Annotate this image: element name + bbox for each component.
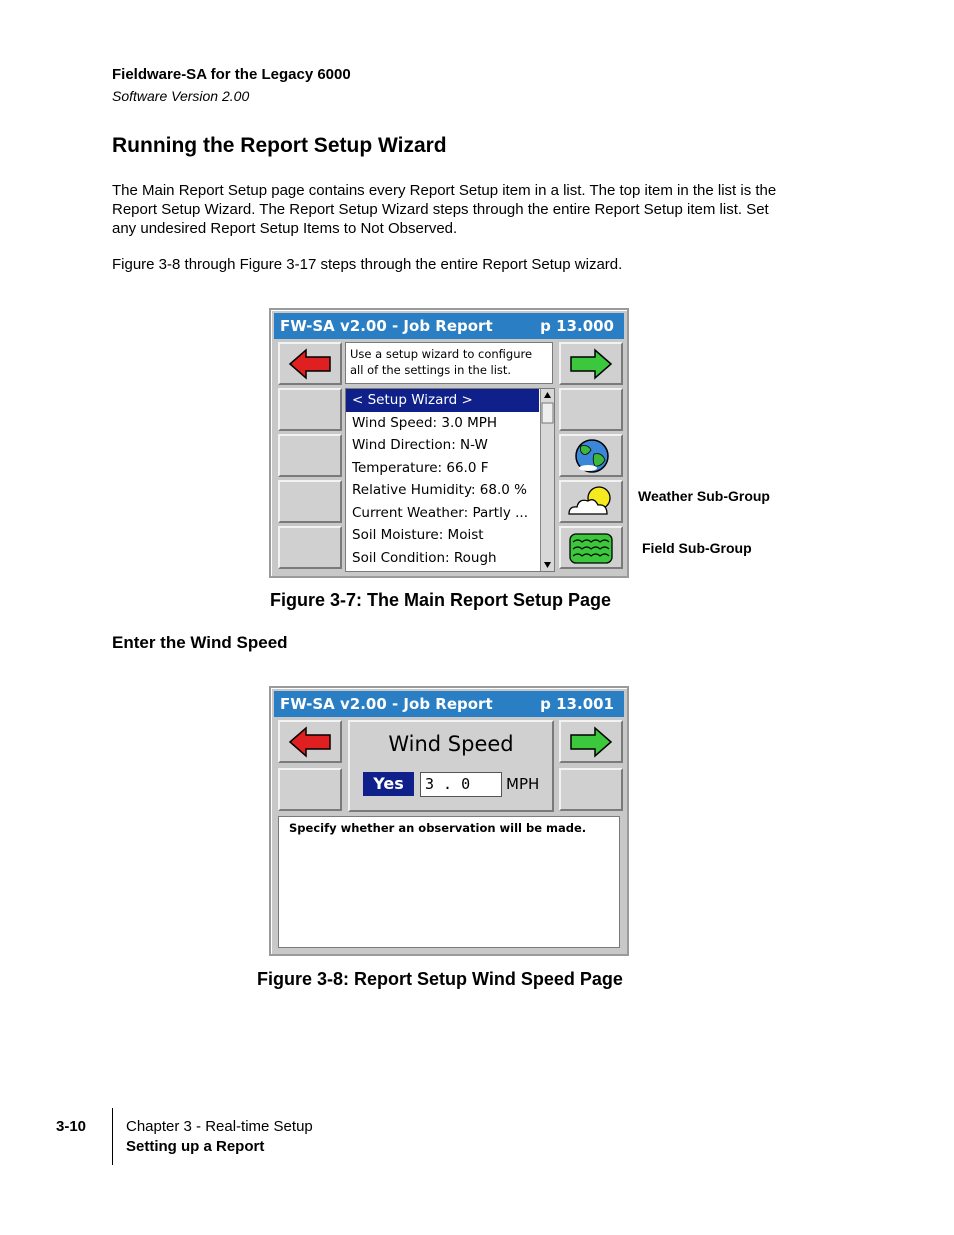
list-item[interactable]: Current Weather: Partly ... [352, 504, 528, 521]
right-arrow-icon [561, 344, 621, 383]
left-arrow-icon [280, 722, 340, 761]
list-item[interactable]: Temperature: 66.0 F [352, 459, 489, 476]
title-bar-page: p 13.000 [540, 317, 614, 335]
back-button[interactable] [278, 720, 342, 763]
page-number: 3-10 [56, 1118, 87, 1135]
next-button[interactable] [559, 342, 623, 385]
side-button-left-3[interactable] [278, 480, 342, 523]
wind-speed-panel [348, 720, 554, 812]
sun-cloud-icon [561, 482, 621, 521]
title-bar-page: p 13.001 [540, 695, 614, 713]
left-arrow-icon [280, 344, 340, 383]
figure-caption-3-7: Figure 3-7: The Main Report Setup Page [270, 590, 612, 610]
side-button-right-1[interactable] [559, 388, 623, 431]
list-item[interactable]: Relative Humidity: 68.0 % [352, 482, 527, 498]
report-setup-list[interactable] [345, 388, 555, 572]
intro-paragraph: The Main Report Setup page contains every Report Setup item in a list. The top item in the list is the Report Setup Wizard. The Report Setup Wizard steps through the entire Report Setup item list. Set any undesired Report Setup Items to Not Observed. [112, 182, 777, 237]
weather-sub-group-label: Weather Sub-Group [638, 488, 770, 504]
list-scrollbar[interactable] [540, 389, 554, 571]
figure-reference-paragraph: Figure 3-8 through Figure 3-17 steps through the entire Report Setup wizard. [112, 256, 623, 273]
field-icon [561, 528, 621, 567]
back-button[interactable] [278, 342, 342, 385]
title-bar [274, 691, 624, 717]
subheading-wind-speed: Enter the Wind Speed [112, 633, 288, 652]
section-heading: Running the Report Setup Wizard [112, 134, 447, 157]
list-item[interactable]: < Setup Wizard > [346, 389, 539, 412]
side-button-left-4[interactable] [278, 526, 342, 569]
side-button-right-1[interactable] [559, 768, 623, 811]
globe-icon [561, 436, 621, 475]
wind-speed-input[interactable]: 3 . 0 [420, 772, 502, 797]
footer-section: Setting up a Report [126, 1138, 265, 1155]
field-sub-group-label: Field Sub-Group [642, 540, 752, 556]
list-item[interactable]: Wind Direction: N-W [352, 437, 488, 453]
side-button-left-2[interactable] [278, 434, 342, 477]
figure-caption-3-8: Figure 3-8: Report Setup Wind Speed Page [257, 969, 623, 989]
title-bar [274, 313, 624, 339]
wind-speed-screen [269, 686, 629, 956]
software-version: Software Version 2.00 [112, 88, 250, 104]
hint-box: Use a setup wizard to configure all of the settings in the list. [345, 342, 553, 384]
footer-chapter: Chapter 3 - Real-time Setup [126, 1118, 313, 1135]
right-arrow-icon [561, 722, 621, 761]
footer-divider [112, 1108, 113, 1165]
side-button-left-1[interactable] [278, 768, 342, 811]
globe-button[interactable] [559, 434, 623, 477]
list-item[interactable]: Soil Condition: Rough [352, 549, 497, 566]
title-bar-app: FW-SA v2.00 - Job Report [280, 317, 493, 335]
panel-title: Wind Speed [388, 732, 514, 756]
scrollbar-arrows-icon [541, 389, 554, 571]
description-box: Specify whether an observation will be made. [278, 816, 620, 948]
field-button[interactable] [559, 526, 623, 569]
wind-speed-unit: MPH [506, 775, 540, 793]
list-item[interactable]: Soil Moisture: Moist [352, 527, 484, 543]
side-button-left-1[interactable] [278, 388, 342, 431]
title-bar-app: FW-SA v2.00 - Job Report [280, 695, 493, 713]
weather-button[interactable] [559, 480, 623, 523]
list-item[interactable]: Wind Speed: 3.0 MPH [352, 414, 498, 431]
main-report-setup-screen [269, 308, 629, 578]
document-title: Fieldware-SA for the Legacy 6000 [112, 66, 351, 83]
next-button[interactable] [559, 720, 623, 763]
yes-toggle[interactable]: Yes [363, 772, 414, 796]
